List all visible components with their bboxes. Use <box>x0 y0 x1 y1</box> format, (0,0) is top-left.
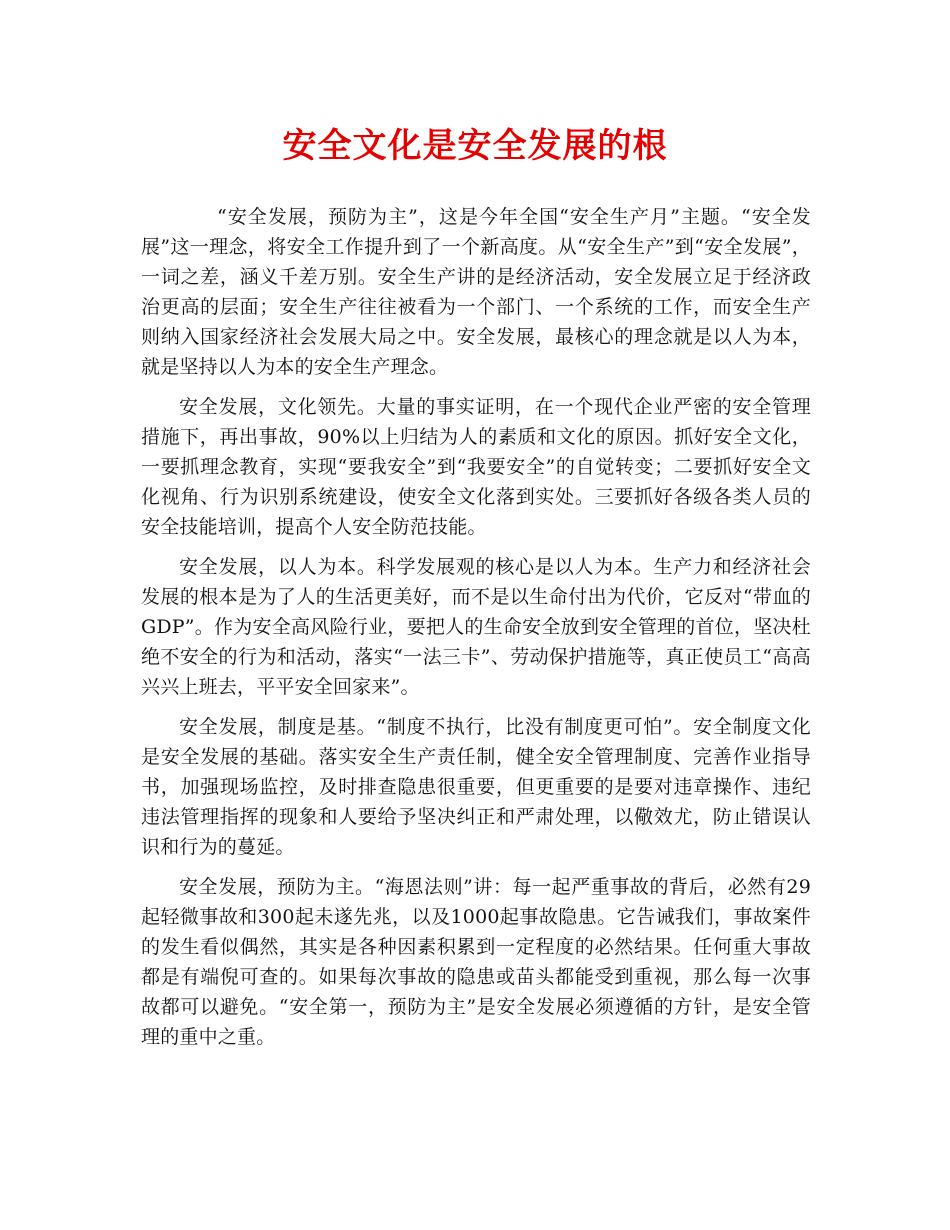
paragraph-4: 安全发展，制度是基。“制度不执行，比没有制度更可怕”。安全制度文化是安全发展的基础。落实安全生产责任制，健全安全管理制度、完善作业指导书，加强现场监控，及时排查隐患很重要，但更重要的是要对违章操作、违纪违法管理指挥的现象和人要给予坚决纠正和严肃处理，以儆效尤，防止错误认识和行为的蔓延。 <box>141 716 811 858</box>
paragraph-1: “安全发展，预防为主”，这是今年全国“安全生产月”主题。“安全发展”这一理念，将安全工作提升到了一个新高度。从“安全生产”到“安全发展”，一词之差，涵义千差万别。安全生产讲的是经济活动，安全发展立足于经济政治更高的层面；安全生产往往被看为一个部门、一个系统的工作，而安全生产则纳入国家经济社会发展大局之中。安全发展，最核心的理念就是以人为本，就是坚持以人为本的安全生产理念。 <box>141 206 811 378</box>
paragraph-5: 安全发展，预防为主。“海恩法则”讲：每一起严重事故的背后，必然有29起轻微事故和300起未遂先兆，以及1000起事故隐患。它告诫我们，事故案件的发生看似偶然，其实是各种因素积累到一定程度的必然结果。任何重大事故都是有端倪可查的。如果每次事故的隐患或苗头都能受到重视，那么每一次事故都可以避免。“安全第一，预防为主”是安全发展必须遵循的方针，是安全管理的重中之重。 <box>141 876 811 1048</box>
paragraph-3: 安全发展，以人为本。科学发展观的核心是以人为本。生产力和经济社会发展的根本是为了人的生活更美好，而不是以生命付出为代价，它反对“带血的GDP”。作为安全高风险行业，要把人的生命安全放到安全管理的首位，坚决杜绝不安全的行为和活动，落实“一法三卡”、劳动保护措施等，真正使员工“高高兴兴上班去，平平安全回家来”。 <box>141 556 811 698</box>
document-body <box>141 202 811 1062</box>
document-title: 安全文化是安全发展的根 <box>282 126 668 166</box>
paragraph-2: 安全发展，文化领先。大量的事实证明，在一个现代企业严密的安全管理措施下，再出事故，90%以上归结为人的素质和文化的原因。抓好安全文化，一要抓理念教育，实现“要我安全”到“我要安全”的自觉转变；二要抓好安全文化视角、行为识别系统建设，使安全文化落到实处。三要抓好各级各类人员的安全技能培训，提高个人安全防范技能。 <box>141 396 811 538</box>
